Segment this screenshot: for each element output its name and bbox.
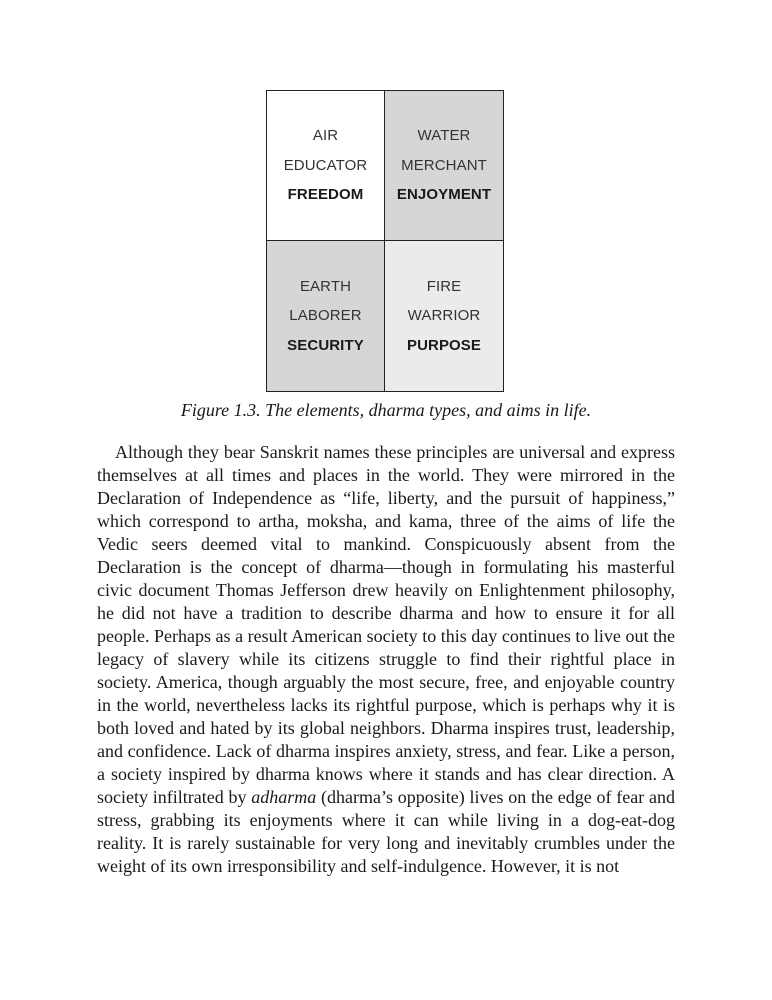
water-cell [385,91,503,241]
aim-label: SECURITY [287,336,364,354]
aim-label: PURPOSE [406,336,482,354]
aim-label: FREEDOM [287,186,364,204]
aim-label: ENJOYMENT [396,186,492,204]
fire-cell [385,241,503,391]
italic-term: adharma [251,787,317,807]
figure-grid [266,90,504,392]
dharma-type-label: MERCHANT [401,156,487,174]
dharma-type-label: WARRIOR [407,307,481,325]
element-label: WATER [417,127,471,145]
element-label: EARTH [299,277,352,295]
element-label: AIR [312,127,339,145]
air-cell [267,91,385,241]
paragraph-text-part-2: (dharma’s opposite) lives on the edge of fear and stress, grabbing its enjoyments where it can while living in a dog-eat-dog reality. It is rarely sustainable for very long and inevitably crumbles under the weight of its own irresponsibility and self-indulgence. However, it is not [97,787,675,876]
dharma-type-label: EDUCATOR [283,156,368,174]
dharma-type-label: LABORER [289,307,362,325]
paragraph-text-part-1: Although they bear Sanskrit names these principles are universal and express themselves at all times and places in the world. They were mirrored in the Declaration of Independence as “life, liberty, and the pursuit of happiness,” which correspond to artha, moksha, and kama, three of the aims of life the Vedic seers deemed vital to mankind. Conspicuously absent from the Declaration is the concept of dharma—though in formulating his masterful civic document Thomas Jefferson drew heavily on Enlightenment philosophy, he did not have a tradition to describe dharma and how to ensure it for all people. Perhaps as a result American society to this day continues to live out the legacy of slavery while its citizens struggle to find their rightful place in society. America, though arguably the most secure, free, and enjoyable country in the world, nevertheless lacks its rightful purpose, which is perhaps why it is both loved and hated by its global neighbors. Dharma inspires trust, leadership, and confidence. Lack of dharma inspires anxiety, stress, and fear. Like a person, a society inspired by dharma knows where it stands and has clear direction. A society infiltrated by [97,442,675,807]
earth-cell [267,241,385,391]
body-paragraph [97,441,675,878]
element-label: FIRE [426,277,462,295]
figure-caption: Figure 1.3. The elements, dharma types, and aims in life. [180,400,592,420]
